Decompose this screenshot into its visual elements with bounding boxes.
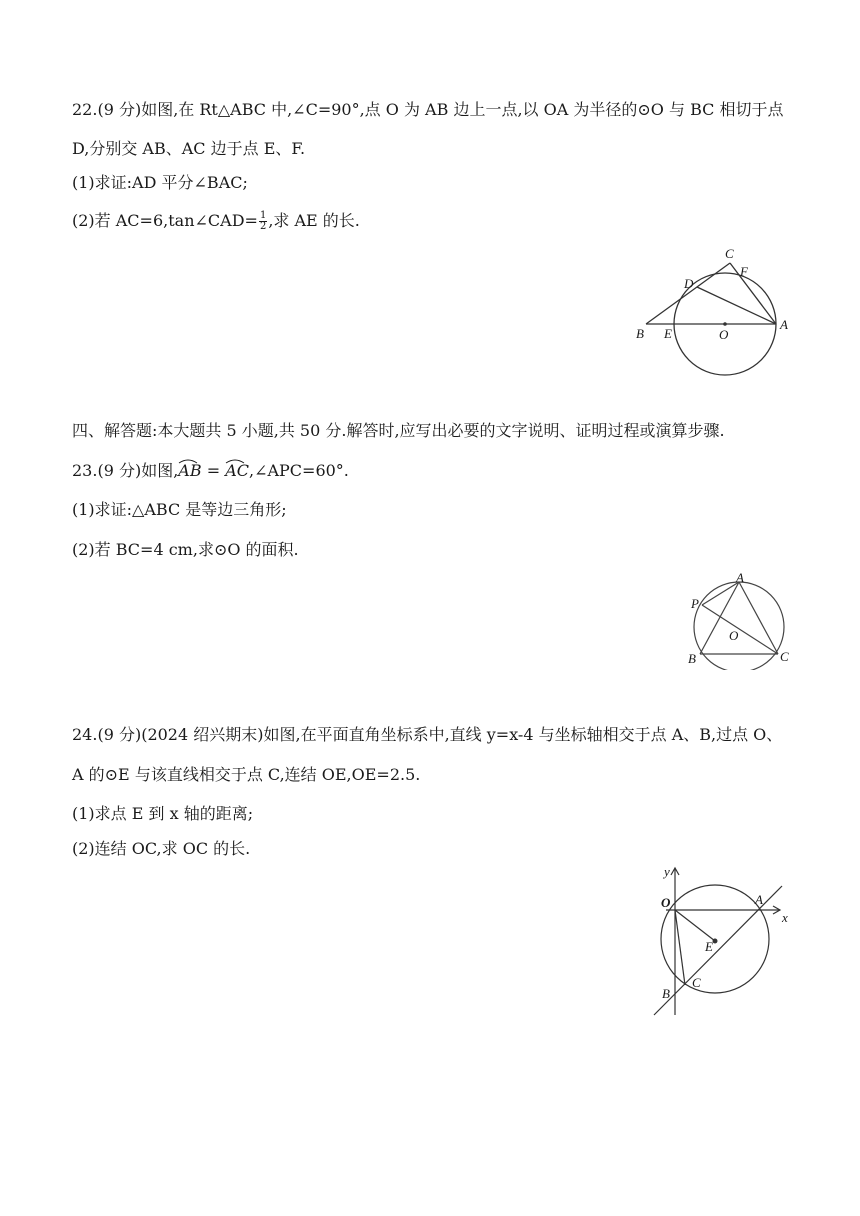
q23-line-1	[72, 461, 349, 481]
label-p: P	[691, 596, 699, 611]
label-c: C	[692, 975, 701, 990]
arc-ab	[178, 461, 201, 481]
q24-figure	[645, 862, 795, 1022]
q22-part-2	[72, 211, 360, 232]
label-a: A	[780, 317, 788, 332]
label-f: F	[740, 264, 748, 279]
q22-part-1: (1)求证:AD 平分∠BAC;	[72, 173, 248, 192]
segment-ad	[697, 287, 776, 324]
label-o: O	[719, 327, 729, 342]
q23-figure	[680, 570, 800, 670]
q22-line-1: 22.(9 分)如图,在 Rt△ABC 中,∠C=90°,点 O 为 AB 边上一点,以 OA 为半径的⊙O 与 BC 相切于点	[72, 100, 784, 119]
center-o-dot	[723, 322, 727, 326]
label-y: y	[664, 864, 670, 879]
q24-part-2: (2)连结 OC,求 OC 的长.	[72, 839, 251, 858]
arc-ac-text: AC	[225, 461, 249, 480]
q24-line-2: A 的⊙E 与该直线相交于点 C,连结 OE,OE=2.5.	[72, 765, 421, 784]
q23-circle-o	[694, 582, 784, 670]
q23-part-1: (1)求证:△ABC 是等边三角形;	[72, 500, 287, 519]
label-b: B	[636, 326, 644, 341]
label-c: C	[725, 246, 734, 261]
point-e-dot	[713, 939, 718, 944]
label-x: x	[782, 910, 788, 925]
q24-part-1: (1)求点 E 到 x 轴的距离;	[72, 804, 254, 823]
q22-part-2-text: (2)若 AC=6,tan∠CAD=	[72, 211, 258, 230]
q22-line-2: D,分别交 AB、AC 边于点 E、F.	[72, 139, 306, 158]
label-b: B	[662, 986, 670, 1001]
section-4-heading: 四、解答题:本大题共 5 小题,共 50 分.解答时,应写出必要的文字说明、证明过程或演算步骤.	[72, 421, 725, 440]
segment-bc	[646, 263, 730, 324]
fraction-numerator: 1	[259, 210, 267, 221]
label-e: E	[705, 939, 713, 954]
label-a: A	[755, 892, 763, 907]
arc-ac-mark	[225, 458, 245, 464]
segment-oe	[675, 910, 715, 941]
fraction-one-half	[259, 211, 267, 232]
label-o: O	[661, 895, 671, 910]
arc-ab-text: AB	[178, 461, 202, 480]
q22-figure	[630, 245, 800, 380]
label-o: O	[729, 628, 739, 643]
q23-part-2: (2)若 BC=4 cm,求⊙O 的面积.	[72, 540, 299, 559]
arc-ab-mark	[178, 458, 198, 464]
label-b: B	[688, 651, 696, 666]
label-d: D	[684, 276, 694, 291]
label-e: E	[664, 326, 672, 341]
fraction-denominator: 2	[259, 221, 267, 232]
q23-prefix: 23.(9 分)如图,	[72, 461, 179, 480]
arc-equals: =	[201, 461, 226, 480]
segment-ac	[739, 582, 778, 654]
q23-suffix: ,∠APC=60°.	[248, 461, 349, 480]
q22-part-2-end: ,求 AE 的长.	[268, 211, 360, 230]
segment-ca	[730, 263, 776, 324]
label-a: A	[736, 570, 744, 585]
arc-ac	[225, 461, 249, 481]
segment-ab	[700, 582, 739, 654]
q24-line-1: 24.(9 分)(2024 绍兴期末)如图,在平面直角坐标系中,直线 y=x-4 与坐标轴相交于点 A、B,过点 O、	[72, 725, 783, 744]
segment-oc	[675, 910, 685, 985]
label-c: C	[780, 649, 789, 664]
